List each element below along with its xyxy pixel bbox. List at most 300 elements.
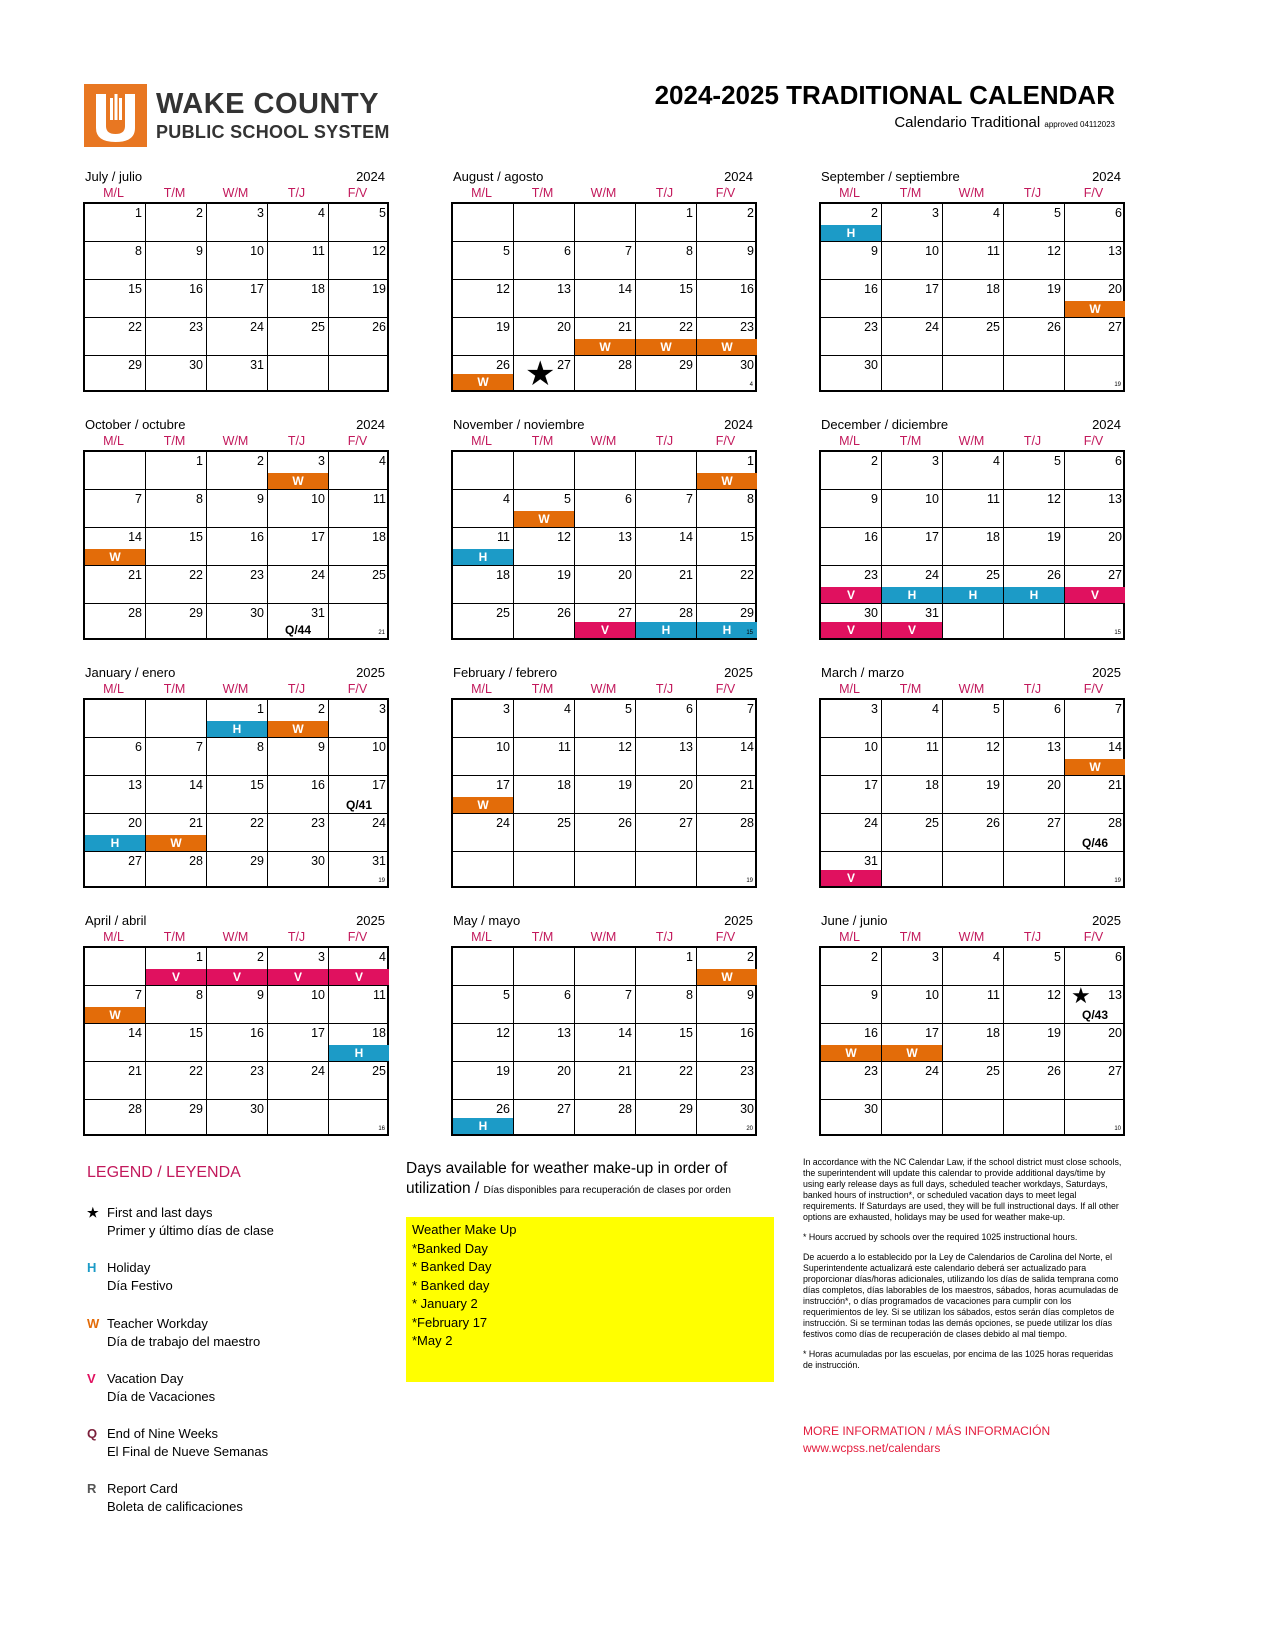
month-grid bbox=[819, 202, 1125, 392]
month-calendar bbox=[83, 665, 389, 889]
day-number: 9 bbox=[871, 492, 878, 506]
weekday-header-row bbox=[819, 186, 1125, 200]
legend-label: Report Card bbox=[107, 1481, 178, 1496]
day-number: 28 bbox=[618, 358, 632, 372]
weekday-header-row bbox=[819, 930, 1125, 944]
day-cell bbox=[697, 986, 757, 1024]
weekday-header: W/M bbox=[222, 434, 249, 448]
day-marker-w: W bbox=[821, 1045, 881, 1061]
month-grid bbox=[819, 450, 1125, 640]
day-number: 12 bbox=[372, 244, 386, 258]
day-number: 1 bbox=[257, 702, 264, 716]
day-number: 26 bbox=[1047, 568, 1061, 582]
day-number: 17 bbox=[250, 282, 264, 296]
day-number: 4 bbox=[379, 950, 386, 964]
day-number: 14 bbox=[679, 530, 693, 544]
day-number: 27 bbox=[128, 854, 142, 868]
day-number: 9 bbox=[871, 988, 878, 1002]
day-cell bbox=[268, 604, 329, 638]
day-cell bbox=[514, 204, 575, 242]
day-number: 23 bbox=[740, 320, 754, 334]
day-number: 3 bbox=[379, 702, 386, 716]
day-marker-v: V bbox=[329, 969, 389, 985]
day-cell bbox=[1004, 604, 1065, 638]
day-number: 28 bbox=[679, 606, 693, 620]
day-cell bbox=[329, 204, 389, 242]
day-cell bbox=[514, 242, 575, 280]
day-number: 12 bbox=[1047, 988, 1061, 1002]
day-marker-w: W bbox=[268, 473, 328, 489]
day-number: 31 bbox=[372, 854, 386, 868]
day-cell bbox=[207, 814, 268, 852]
day-number: 5 bbox=[379, 206, 386, 220]
day-number: 10 bbox=[864, 740, 878, 754]
day-cell bbox=[85, 604, 146, 638]
day-marker-h: H bbox=[636, 622, 696, 638]
weekday-header: F/V bbox=[347, 434, 368, 448]
day-number: 27 bbox=[618, 606, 632, 620]
day-marker-w: W bbox=[268, 721, 328, 737]
day-cell bbox=[697, 490, 757, 528]
month-calendar bbox=[451, 169, 757, 393]
day-number: 29 bbox=[740, 606, 754, 620]
day-number: 3 bbox=[503, 702, 510, 716]
day-number: 24 bbox=[864, 816, 878, 830]
day-number: 17 bbox=[311, 1026, 325, 1040]
day-number: 20 bbox=[1108, 282, 1122, 296]
day-number: 19 bbox=[557, 568, 571, 582]
day-cell bbox=[207, 280, 268, 318]
weather-makeup-item: * January 2 bbox=[412, 1296, 478, 1311]
day-number: 21 bbox=[1108, 778, 1122, 792]
day-cell bbox=[329, 948, 389, 986]
day-marker-w: W bbox=[453, 374, 513, 390]
day-cell bbox=[329, 986, 389, 1024]
day-number: 1 bbox=[135, 206, 142, 220]
day-number: 16 bbox=[740, 282, 754, 296]
day-number: 2 bbox=[196, 206, 203, 220]
day-cell bbox=[575, 318, 636, 356]
day-number: 6 bbox=[1054, 702, 1061, 716]
day-cell bbox=[575, 204, 636, 242]
day-cell bbox=[514, 566, 575, 604]
day-cell bbox=[636, 1024, 697, 1062]
district-logo bbox=[84, 84, 394, 148]
legend-label-spanish: Día de Vacaciones bbox=[107, 1389, 216, 1404]
day-cell bbox=[514, 814, 575, 852]
legend-symbol: R bbox=[87, 1481, 97, 1496]
school-day-count: 16 bbox=[378, 1126, 385, 1132]
day-cell bbox=[1004, 738, 1065, 776]
day-number: 19 bbox=[496, 1064, 510, 1078]
month-header bbox=[85, 665, 387, 681]
nine-weeks-label: Q/44 bbox=[284, 623, 311, 637]
day-cell bbox=[329, 738, 389, 776]
legend-item-line bbox=[87, 1204, 274, 1222]
weather-title-spanish: Días disponibles para recuperación de clases por orden bbox=[483, 1185, 731, 1196]
day-cell bbox=[329, 566, 389, 604]
weekday-header: T/J bbox=[1023, 930, 1042, 944]
day-cell bbox=[207, 776, 268, 814]
day-number: 26 bbox=[557, 606, 571, 620]
month-grid bbox=[83, 946, 389, 1136]
weekday-header: M/L bbox=[103, 186, 124, 200]
weekday-header: T/M bbox=[899, 930, 922, 944]
day-cell bbox=[575, 948, 636, 986]
day-marker-w: W bbox=[1065, 301, 1125, 317]
day-cell bbox=[146, 566, 207, 604]
day-number: 26 bbox=[372, 320, 386, 334]
day-cell bbox=[821, 452, 882, 490]
day-cell bbox=[1065, 604, 1125, 638]
day-cell bbox=[943, 490, 1004, 528]
day-cell bbox=[453, 776, 514, 814]
day-marker-v: V bbox=[821, 622, 881, 638]
day-number: 12 bbox=[496, 1026, 510, 1040]
month-name: October / octubre bbox=[85, 417, 186, 432]
month-name: June / junio bbox=[821, 913, 888, 928]
month-name: December / diciembre bbox=[821, 417, 949, 432]
day-cell bbox=[329, 700, 389, 738]
day-cell bbox=[636, 490, 697, 528]
weekday-header: T/M bbox=[163, 682, 186, 696]
day-cell bbox=[514, 280, 575, 318]
day-number: 10 bbox=[925, 492, 939, 506]
day-cell bbox=[85, 738, 146, 776]
day-number: 18 bbox=[311, 282, 325, 296]
day-number: 15 bbox=[679, 282, 693, 296]
month-calendar bbox=[819, 913, 1125, 1137]
day-cell bbox=[329, 528, 389, 566]
weekday-header: M/L bbox=[839, 434, 860, 448]
day-number: 9 bbox=[747, 988, 754, 1002]
weekday-header: F/V bbox=[1083, 186, 1104, 200]
day-cell bbox=[636, 528, 697, 566]
day-number: 22 bbox=[679, 320, 693, 334]
day-number: 3 bbox=[932, 950, 939, 964]
day-marker-v: V bbox=[821, 587, 881, 603]
day-cell bbox=[636, 204, 697, 242]
day-marker-w: W bbox=[882, 1045, 942, 1061]
weekday-header: T/J bbox=[1023, 186, 1042, 200]
month-calendar bbox=[83, 169, 389, 393]
nine-weeks-label: Q/46 bbox=[1081, 836, 1108, 850]
weekday-header-row bbox=[83, 434, 389, 448]
day-cell bbox=[268, 242, 329, 280]
day-number: 18 bbox=[496, 568, 510, 582]
day-cell bbox=[575, 604, 636, 638]
day-cell bbox=[453, 1062, 514, 1100]
day-cell bbox=[636, 948, 697, 986]
day-cell bbox=[207, 986, 268, 1024]
day-cell bbox=[882, 318, 943, 356]
day-cell bbox=[882, 528, 943, 566]
day-cell bbox=[453, 356, 514, 390]
month-name: February / febrero bbox=[453, 665, 558, 680]
month-name: January / enero bbox=[85, 665, 176, 680]
month-year: 2025 bbox=[1092, 665, 1121, 680]
day-cell bbox=[85, 1024, 146, 1062]
day-cell bbox=[85, 490, 146, 528]
more-information bbox=[803, 1423, 1050, 1457]
day-cell bbox=[636, 318, 697, 356]
month-year: 2024 bbox=[1092, 169, 1121, 184]
day-cell bbox=[453, 204, 514, 242]
day-number: 5 bbox=[993, 702, 1000, 716]
note-spanish-footnote: * Horas acumuladas por las escuelas, por encima de las 1025 horas requeridas de instrucción. bbox=[803, 1349, 1114, 1370]
day-number: 28 bbox=[128, 1102, 142, 1116]
day-cell bbox=[943, 814, 1004, 852]
day-number: 25 bbox=[986, 320, 1000, 334]
day-cell bbox=[268, 490, 329, 528]
day-number: 20 bbox=[557, 320, 571, 334]
month-header bbox=[453, 913, 755, 929]
month-year: 2024 bbox=[724, 417, 753, 432]
legend-title: LEGEND / LEYENDA bbox=[87, 1164, 241, 1181]
day-number: 17 bbox=[925, 530, 939, 544]
day-cell bbox=[697, 204, 757, 242]
day-cell bbox=[207, 356, 268, 390]
day-number: 8 bbox=[196, 988, 203, 1002]
day-number: 30 bbox=[740, 358, 754, 372]
day-number: 3 bbox=[318, 950, 325, 964]
day-cell bbox=[514, 318, 575, 356]
day-number: 25 bbox=[496, 606, 510, 620]
day-number: 16 bbox=[250, 1026, 264, 1040]
month-header bbox=[821, 169, 1123, 185]
legend-item bbox=[87, 1425, 268, 1461]
day-number: 17 bbox=[864, 778, 878, 792]
day-number: 30 bbox=[740, 1102, 754, 1116]
more-information-label: MORE INFORMATION / MÁS INFORMACIÓN bbox=[803, 1424, 1051, 1438]
approved-date: approved 04112023 bbox=[1044, 120, 1115, 129]
day-number: 2 bbox=[871, 206, 878, 220]
legend-label-spanish: El Final de Nueve Semanas bbox=[107, 1444, 269, 1459]
day-cell bbox=[329, 356, 389, 390]
day-cell bbox=[697, 1024, 757, 1062]
day-cell bbox=[636, 700, 697, 738]
day-number: 19 bbox=[1047, 530, 1061, 544]
weekday-header: M/L bbox=[103, 682, 124, 696]
day-marker-h: H bbox=[943, 587, 1003, 603]
weekday-header: M/L bbox=[471, 930, 492, 944]
calendar-url-link[interactable]: www.wcpss.net/calendars bbox=[803, 1441, 941, 1455]
day-cell bbox=[207, 204, 268, 242]
day-cell bbox=[453, 318, 514, 356]
day-cell bbox=[514, 1100, 575, 1134]
day-cell bbox=[453, 528, 514, 566]
day-cell bbox=[575, 356, 636, 390]
day-cell bbox=[636, 852, 697, 886]
day-cell bbox=[575, 242, 636, 280]
day-cell bbox=[207, 948, 268, 986]
day-cell bbox=[329, 776, 389, 814]
day-number: 4 bbox=[993, 950, 1000, 964]
day-marker-v: V bbox=[268, 969, 328, 985]
day-cell bbox=[1004, 528, 1065, 566]
day-number: 10 bbox=[372, 740, 386, 754]
day-number: 24 bbox=[925, 1064, 939, 1078]
day-number: 11 bbox=[373, 988, 386, 1002]
weekday-header: T/J bbox=[1023, 682, 1042, 696]
month-year: 2024 bbox=[356, 417, 385, 432]
day-number: 25 bbox=[925, 816, 939, 830]
day-number: 13 bbox=[679, 740, 693, 754]
day-cell bbox=[1065, 242, 1125, 280]
day-cell bbox=[636, 738, 697, 776]
day-cell bbox=[85, 280, 146, 318]
day-cell bbox=[146, 738, 207, 776]
day-cell bbox=[882, 452, 943, 490]
day-number: 12 bbox=[986, 740, 1000, 754]
day-number: 30 bbox=[864, 606, 878, 620]
day-marker-w: W bbox=[453, 797, 513, 813]
day-cell bbox=[821, 528, 882, 566]
day-number: 1 bbox=[686, 950, 693, 964]
day-number: 13 bbox=[557, 1026, 571, 1040]
day-marker-w: W bbox=[697, 473, 757, 489]
day-number: 17 bbox=[496, 778, 510, 792]
day-number: 20 bbox=[679, 778, 693, 792]
day-number: 9 bbox=[257, 988, 264, 1002]
day-number: 22 bbox=[128, 320, 142, 334]
day-cell bbox=[146, 700, 207, 738]
month-header bbox=[85, 169, 387, 185]
month-name: August / agosto bbox=[453, 169, 544, 184]
day-cell bbox=[268, 852, 329, 886]
day-number: 16 bbox=[740, 1026, 754, 1040]
day-cell bbox=[882, 948, 943, 986]
day-cell bbox=[268, 1024, 329, 1062]
legend-label-spanish: Día Festivo bbox=[107, 1278, 173, 1293]
day-cell bbox=[514, 986, 575, 1024]
day-cell bbox=[636, 452, 697, 490]
day-number: 23 bbox=[864, 1064, 878, 1078]
day-number: 13 bbox=[1108, 988, 1122, 1002]
day-marker-h: H bbox=[882, 587, 942, 603]
day-number: 27 bbox=[1108, 1064, 1122, 1078]
day-marker-w: W bbox=[514, 511, 574, 527]
weekday-header-row bbox=[83, 186, 389, 200]
weekday-header: F/V bbox=[715, 186, 736, 200]
school-day-count: 10 bbox=[1114, 1126, 1121, 1132]
school-day-count: 21 bbox=[378, 630, 385, 636]
day-cell bbox=[329, 242, 389, 280]
day-number: 23 bbox=[864, 568, 878, 582]
day-cell bbox=[85, 356, 146, 390]
day-cell bbox=[268, 1100, 329, 1134]
day-cell bbox=[943, 948, 1004, 986]
month-year: 2024 bbox=[1092, 417, 1121, 432]
day-number: 21 bbox=[740, 778, 754, 792]
day-cell bbox=[453, 604, 514, 638]
day-number: 23 bbox=[311, 816, 325, 830]
day-cell bbox=[1065, 356, 1125, 390]
day-cell bbox=[943, 204, 1004, 242]
day-number: 26 bbox=[1047, 1064, 1061, 1078]
day-number: 6 bbox=[564, 244, 571, 258]
day-cell bbox=[697, 604, 757, 638]
legend-label: End of Nine Weeks bbox=[107, 1426, 219, 1441]
day-cell bbox=[453, 700, 514, 738]
day-cell bbox=[514, 1024, 575, 1062]
day-cell bbox=[453, 852, 514, 886]
day-number: 16 bbox=[864, 530, 878, 544]
day-marker-w: W bbox=[575, 339, 635, 355]
weekday-header: F/V bbox=[1083, 682, 1104, 696]
day-number: 4 bbox=[318, 206, 325, 220]
weekday-header-row bbox=[451, 434, 757, 448]
day-cell bbox=[514, 490, 575, 528]
day-cell bbox=[697, 1100, 757, 1134]
day-number: 3 bbox=[871, 702, 878, 716]
day-cell bbox=[207, 852, 268, 886]
weekday-header: W/M bbox=[222, 930, 249, 944]
day-cell bbox=[146, 1024, 207, 1062]
weekday-header: T/J bbox=[655, 682, 674, 696]
day-cell bbox=[821, 948, 882, 986]
month-header bbox=[821, 913, 1123, 929]
day-number: 21 bbox=[679, 568, 693, 582]
day-marker-w: W bbox=[697, 969, 757, 985]
day-cell bbox=[636, 1100, 697, 1134]
day-cell bbox=[85, 948, 146, 986]
day-cell bbox=[85, 528, 146, 566]
legend-label-spanish: Boleta de calificaciones bbox=[107, 1499, 243, 1514]
day-number: 3 bbox=[932, 454, 939, 468]
month-grid bbox=[83, 450, 389, 640]
day-number: 11 bbox=[987, 988, 1000, 1002]
weekday-header: T/J bbox=[287, 930, 306, 944]
day-marker-v: V bbox=[882, 622, 942, 638]
weather-makeup-item: Weather Make Up bbox=[412, 1222, 517, 1237]
day-cell bbox=[697, 814, 757, 852]
day-number: 22 bbox=[740, 568, 754, 582]
day-cell bbox=[1004, 1100, 1065, 1134]
nine-weeks-label: Q/41 bbox=[345, 798, 372, 812]
day-number: 8 bbox=[747, 492, 754, 506]
month-grid bbox=[819, 946, 1125, 1136]
day-number: 1 bbox=[747, 454, 754, 468]
day-cell bbox=[697, 528, 757, 566]
day-cell bbox=[146, 452, 207, 490]
weather-makeup-item: * Banked day bbox=[412, 1277, 490, 1293]
legend-item bbox=[87, 1259, 173, 1295]
day-number: 16 bbox=[189, 282, 203, 296]
day-number: 24 bbox=[311, 568, 325, 582]
day-cell bbox=[882, 1100, 943, 1134]
day-cell bbox=[85, 204, 146, 242]
day-cell bbox=[575, 490, 636, 528]
day-number: 22 bbox=[189, 568, 203, 582]
day-number: 16 bbox=[250, 530, 264, 544]
day-cell bbox=[207, 242, 268, 280]
day-number: 8 bbox=[196, 492, 203, 506]
day-cell bbox=[146, 948, 207, 986]
day-cell bbox=[453, 986, 514, 1024]
day-cell bbox=[636, 814, 697, 852]
day-cell bbox=[697, 738, 757, 776]
day-number: 19 bbox=[1047, 282, 1061, 296]
day-cell bbox=[514, 738, 575, 776]
day-cell bbox=[329, 1100, 389, 1134]
day-cell bbox=[1065, 983, 1125, 1024]
day-cell bbox=[882, 738, 943, 776]
month-grid bbox=[819, 698, 1125, 888]
day-number: 24 bbox=[925, 320, 939, 334]
day-number: 30 bbox=[311, 854, 325, 868]
day-cell bbox=[882, 852, 943, 886]
